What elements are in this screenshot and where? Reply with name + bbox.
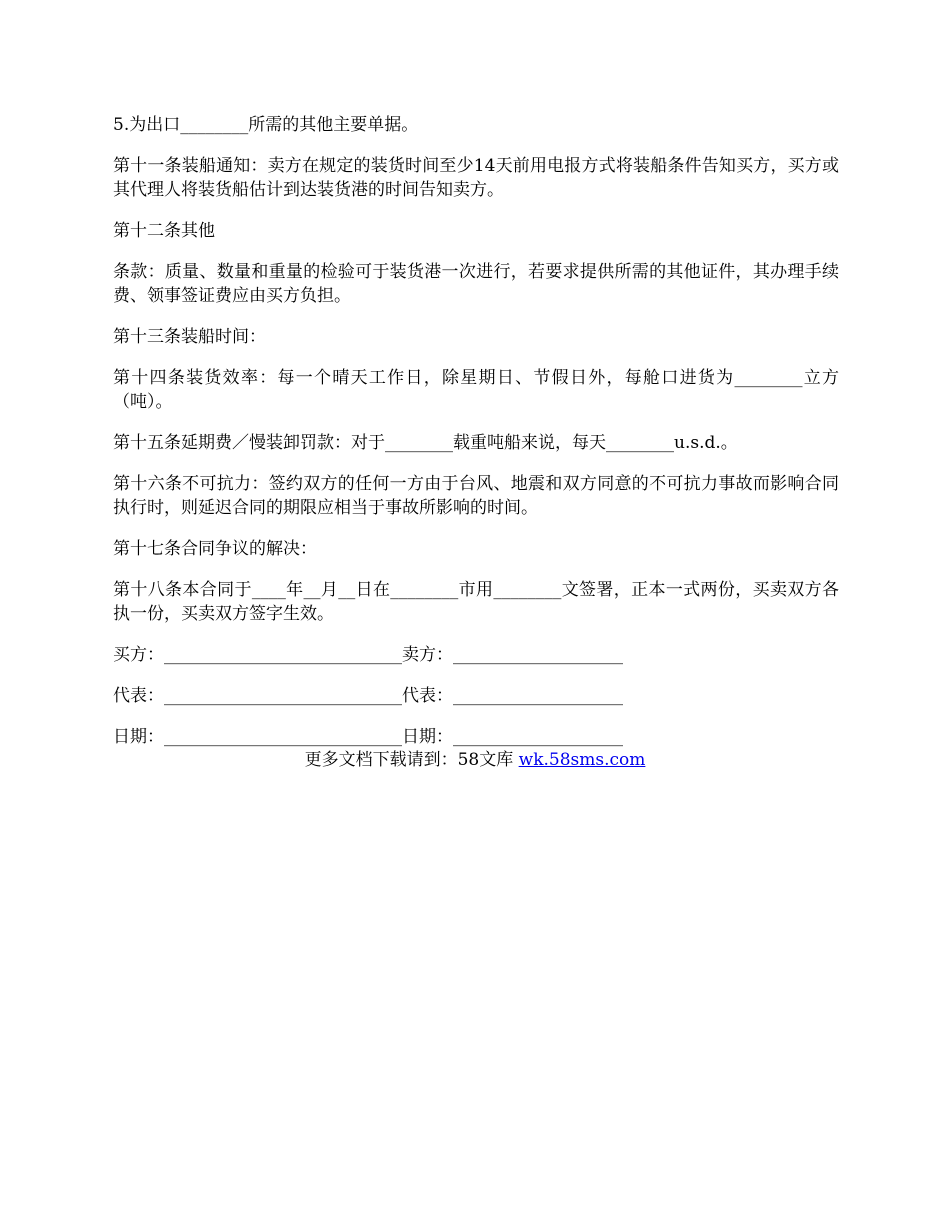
clause-shipping-documents: 5.为出口________所需的其他主要单据。 [113, 115, 419, 135]
signature-row-date: 日期：____________________________日期：____________________ [113, 727, 623, 747]
clause-12-other: 第十二条其他 [113, 221, 215, 241]
clause-terms-inspection: 条款：质量、数量和重量的检验可于装货港一次进行，若要求提供所需的其他证件，其办理手续费、领事签证费应由买方负担。 [113, 262, 839, 306]
signature-row-representative: 代表：____________________________代表：____________________ [113, 686, 623, 706]
clause-15-demurrage: 第十五条延期费／慢装卸罚款：对于________载重吨船来说，每天________u.s.d.。 [113, 433, 738, 453]
clause-11-shipping-notice: 第十一条装船通知：卖方在规定的装货时间至少14天前用电报方式将装船条件告知买方，买方或其代理人将装货船估计到达装货港的时间告知卖方。 [113, 156, 839, 200]
footer-download-note [0, 748, 950, 772]
clause-14-loading-efficiency: 第十四条装货效率：每一个晴天工作日，除星期日、节假日外，每舱口进货为________立方（吨）。 [113, 368, 839, 412]
clause-13-shipping-time: 第十三条装船时间： [113, 327, 266, 347]
clause-16-force-majeure: 第十六条不可抗力：签约双方的任何一方由于台风、地震和双方同意的不可抗力事故而影响合同执行时，则延迟合同的期限应相当于事故所影响的时间。 [113, 474, 839, 518]
clause-18-signing: 第十八条本合同于____年__月__日在________市用________文签署，正本一式两份，买卖双方各执一份，买卖双方签字生效。 [113, 580, 839, 624]
document-body [113, 113, 839, 766]
footer-link[interactable]: wk.58sms.com [518, 750, 646, 770]
footer-text: 更多文档下载请到：58文库 [304, 750, 519, 770]
clause-17-dispute-resolution: 第十七条合同争议的解决： [113, 539, 317, 559]
signature-row-party: 买方：____________________________卖方：____________________ [113, 645, 623, 665]
